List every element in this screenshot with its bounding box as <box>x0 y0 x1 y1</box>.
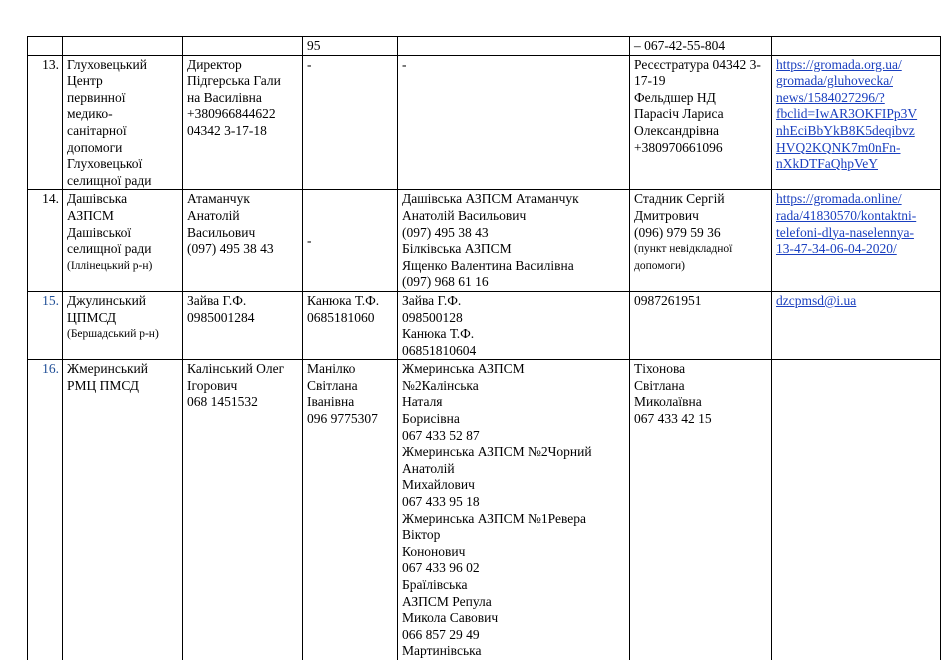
emergency-line: +380970661096 <box>634 139 723 155</box>
head-line: Анатолій <box>187 207 240 223</box>
azpsm-cell <box>398 37 630 56</box>
azpsm-line: Віктор <box>402 527 441 543</box>
facility-name-line: РМЦ ПМСД <box>67 377 139 393</box>
azpsm-line: Борисівна <box>402 411 460 427</box>
facility-name-line: Дашівської <box>67 224 132 240</box>
gromada-link[interactable] <box>776 57 937 173</box>
link-cell <box>772 291 941 359</box>
head-line: Васильович <box>187 224 256 240</box>
emergency-line: – 067-42-55-804 <box>634 38 726 53</box>
facility-name-line: селищної ради <box>67 172 152 188</box>
emergency-cell <box>630 37 772 56</box>
emergency-cell <box>630 55 772 190</box>
head-line: (097) 495 38 43 <box>187 241 274 257</box>
emergency-line: Миколаївна <box>634 394 702 410</box>
head-line: 068 1451532 <box>187 394 258 410</box>
emergency-line: (096) 979 59 36 <box>634 224 721 240</box>
facility-name-line: ЦПМСД <box>67 309 117 325</box>
facility-name-cell <box>63 360 183 660</box>
facility-name-line: Дашівська <box>67 191 128 207</box>
azpsm-cell <box>398 55 630 190</box>
link-line: nXkDTFaQhpVeY <box>776 156 878 172</box>
azpsm-line: 067 433 95 18 <box>402 494 480 510</box>
azpsm-line: Канюка Т.Ф. <box>402 326 475 342</box>
deputy-line: Іванівна <box>307 394 355 410</box>
head-cell <box>183 55 303 190</box>
link-line: fbclid=IwAR3OKFIPp3V <box>776 106 918 122</box>
head-line: Директор <box>187 56 242 72</box>
head-line: Підгерська Гали <box>187 73 281 89</box>
head-cell <box>183 37 303 56</box>
link-cell <box>772 37 941 56</box>
row-number: 13. <box>28 55 63 190</box>
head-line: Калінський Олег <box>187 361 285 377</box>
emergency-line: Стадник Сергій <box>634 191 725 207</box>
link-cell <box>772 190 941 292</box>
link-line: 13-47-34-06-04-2020/ <box>776 241 897 257</box>
facility-name-line: селищної ради <box>67 241 152 257</box>
link-line: HVQ2KQNK7m0nFn- <box>776 139 901 155</box>
azpsm-line: (097) 495 38 43 <box>402 224 489 240</box>
row-number: 15. <box>28 291 63 359</box>
facility-name-line: Центр <box>67 73 103 89</box>
link-cell <box>772 55 941 190</box>
azpsm-line: Наталя <box>402 394 443 410</box>
emergency-line: Ресєстратура 04342 3- <box>634 56 761 72</box>
facility-name-line: допомоги <box>67 139 123 155</box>
facility-name-line: Жмеринський <box>67 361 148 377</box>
emergency-line: Світлана <box>634 377 685 393</box>
facility-name-line: санітарної <box>67 122 127 138</box>
azpsm-line: 06851810604 <box>402 342 477 358</box>
azpsm-line: Білківська АЗПСМ <box>402 241 512 257</box>
link-line: https://gromada.org.ua/ <box>776 56 902 72</box>
azpsm-line: Жмеринська АЗПСМ №2Чорний <box>402 444 592 460</box>
row-number <box>28 37 63 56</box>
azpsm-line: Микола Савович <box>402 610 499 626</box>
link-line: gromada/gluhovecka/ <box>776 73 893 89</box>
deputy-line: - <box>307 56 312 72</box>
emergency-cell <box>630 360 772 660</box>
azpsm-cell <box>398 360 630 660</box>
azpsm-line: Жмеринська АЗПСМ №1Ревера <box>402 510 586 526</box>
deputy-line: Канюка Т.Ф. <box>307 292 380 308</box>
facility-name-cell <box>63 55 183 190</box>
deputy-line: 0685181060 <box>307 309 375 325</box>
table-row <box>28 360 941 660</box>
azpsm-line: 066 857 29 49 <box>402 626 480 642</box>
deputy-line: 95 <box>307 38 321 53</box>
deputy-cell <box>303 291 398 359</box>
azpsm-line: Михайлович <box>402 477 475 493</box>
head-cell <box>183 360 303 660</box>
facility-name-cell <box>63 190 183 292</box>
facility-name-cell <box>63 37 183 56</box>
azpsm-line: 067 433 52 87 <box>402 427 480 443</box>
azpsm-cell <box>398 190 630 292</box>
azpsm-line: 067 433 96 02 <box>402 560 480 576</box>
facility-name-line: Джулинський <box>67 292 147 308</box>
emergency-line: 0987261951 <box>634 292 702 308</box>
deputy-cell <box>303 55 398 190</box>
head-line: Ігорович <box>187 377 238 393</box>
azpsm-line: АЗПСМ Репула <box>402 593 492 609</box>
row-number: 14. <box>28 190 63 292</box>
emergency-line: 17-19 <box>634 73 666 89</box>
link-line: news/1584027296/? <box>776 89 885 105</box>
district-note: (Іллінецький р-н) <box>67 259 153 272</box>
head-line: Зайва Г.Ф. <box>187 292 247 308</box>
emergency-line: 067 433 42 15 <box>634 411 712 427</box>
facility-name-line: Глуховецької <box>67 156 143 172</box>
azpsm-line: Дашівська АЗПСМ Атаманчук <box>402 191 579 207</box>
facility-name-line: АЗПСМ <box>67 207 114 223</box>
azpsm-line: Зайва Г.Ф. <box>402 292 462 308</box>
head-line: Атаманчук <box>187 191 250 207</box>
azpsm-line: Анатолій Васильович <box>402 207 527 223</box>
link-line: nhEciBbYkB8K5deqibvz <box>776 122 915 138</box>
table-row <box>28 291 941 359</box>
azpsm-line: 098500128 <box>402 309 463 325</box>
emergency-cell <box>630 291 772 359</box>
deputy-cell <box>303 360 398 660</box>
table-row <box>28 55 941 190</box>
link-line: telefoni-dlya-naselennya- <box>776 224 914 240</box>
head-cell <box>183 291 303 359</box>
azpsm-line: Жмеринська АЗПСМ <box>402 361 525 377</box>
emergency-cell <box>630 190 772 292</box>
azpsm-line: Мартинівська <box>402 643 482 659</box>
azpsm-line: Анатолій <box>402 460 455 476</box>
gromada-link[interactable] <box>776 191 937 257</box>
azpsm-cell <box>398 291 630 359</box>
email-link[interactable] <box>776 293 937 310</box>
facility-name-line: первинної <box>67 89 126 105</box>
head-line: на Василівна <box>187 89 262 105</box>
deputy-line: - <box>307 232 312 248</box>
deputy-line: Світлана <box>307 377 358 393</box>
facility-name-cell <box>63 291 183 359</box>
azpsm-line: (097) 968 61 16 <box>402 274 489 290</box>
deputy-line: Манілко <box>307 361 356 377</box>
deputy-cell <box>303 37 398 56</box>
emergency-line: Дмитрович <box>634 207 699 223</box>
table-row <box>28 190 941 292</box>
azpsm-line: Ященко Валентина Василівна <box>402 257 574 273</box>
link-line: dzcpmsd@i.ua <box>776 292 857 308</box>
district-note: (Бершадський р-н) <box>67 328 159 341</box>
head-line: +380966844622 <box>187 106 276 122</box>
head-line: 04342 3-17-18 <box>187 122 267 138</box>
emergency-line: Тіхонова <box>634 361 686 377</box>
emergency-line: Фельдшер НД <box>634 89 716 105</box>
deputy-line: 096 9775307 <box>307 411 378 427</box>
head-cell <box>183 190 303 292</box>
deputy-cell <box>303 190 398 292</box>
emergency-note: (пункт невідкладної допомоги) <box>634 243 733 272</box>
link-line: rada/41830570/kontaktni- <box>776 207 917 223</box>
azpsm-line: №2Калінська <box>402 377 479 393</box>
facility-name-line: Глуховецький <box>67 56 147 72</box>
row-number: 16. <box>28 360 63 660</box>
azpsm-line: - <box>402 56 407 72</box>
head-line: 0985001284 <box>187 309 255 325</box>
facility-name-line: медико- <box>67 106 113 122</box>
link-cell <box>772 360 941 660</box>
emergency-line: Парасіч Лариса <box>634 106 724 122</box>
emergency-line: Олександрівна <box>634 122 720 138</box>
link-line: https://gromada.online/ <box>776 191 902 207</box>
table-row <box>28 37 941 56</box>
contacts-table <box>27 36 941 660</box>
azpsm-line: Браїлівська <box>402 577 468 592</box>
azpsm-line: Кононович <box>402 543 466 559</box>
